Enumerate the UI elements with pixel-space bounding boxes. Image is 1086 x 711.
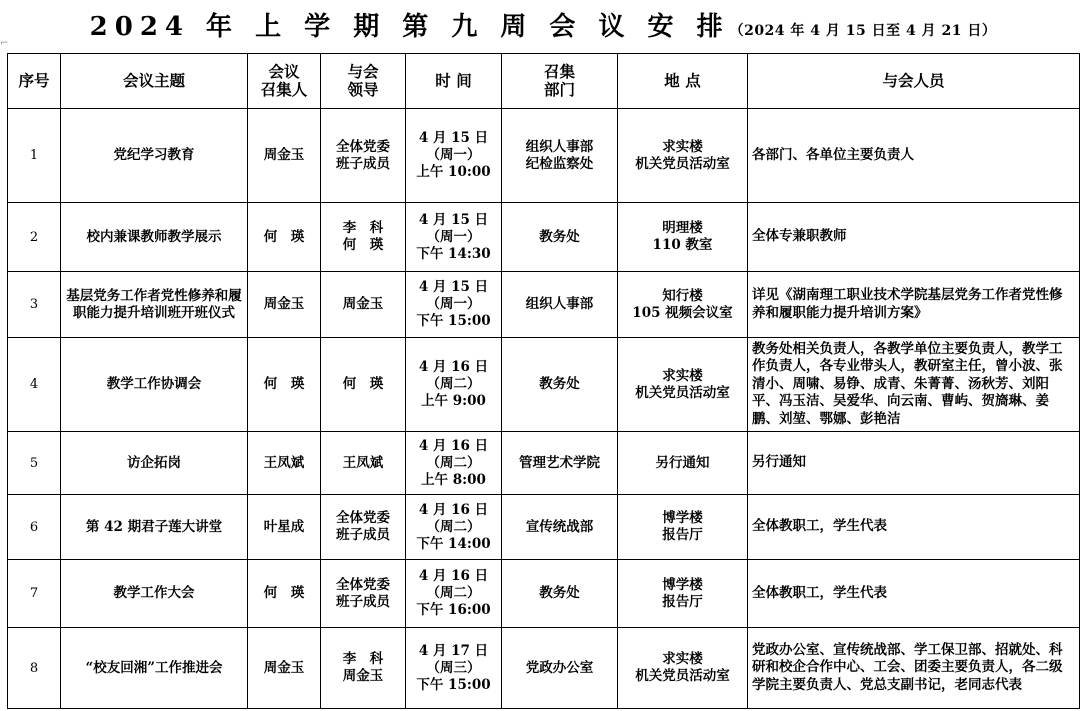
seq-cell: 7 [8, 560, 61, 628]
convener-cell: 王凤斌 [248, 432, 321, 495]
dept-cell: 组织人事部 [502, 272, 618, 338]
attendees-cell: 全体教职工，学生代表 [748, 495, 1080, 560]
topic-cell: 基层党务工作者党性修养和履职能力提升培训班开班仪式 [61, 272, 248, 338]
attendees-cell: 教务处相关负责人，各教学单位主要负责人，教学工作负责人，各专业带头人，教研室主任，曾小波、张清小、周啸、易铮、成青、朱菁菁、汤秋芳、刘阳平、冯玉洁、吴爱华、向云南、曹屿、贺旖琳、姜鹏、刘堃、鄂娜、彭艳洁 [748, 338, 1080, 432]
table-row [8, 495, 1080, 560]
leaders-cell: 全体党委 班子成员 [321, 109, 406, 203]
header-dept: 召集 部门 [502, 54, 618, 109]
title-main: 2024 年 上 学 期 第 九 周 会 议 安 排 [89, 12, 730, 42]
header-leaders: 与会 领导 [321, 54, 406, 109]
place-cell: 求实楼 机关党员活动室 [618, 338, 748, 432]
convener-cell: 叶星成 [248, 495, 321, 560]
convener-cell: 何 瑛 [248, 338, 321, 432]
place-cell: 求实楼 机关党员活动室 [618, 628, 748, 709]
leaders-cell: 李 科 何 瑛 [321, 203, 406, 272]
convener-cell: 周金玉 [248, 628, 321, 709]
seq-cell: 2 [8, 203, 61, 272]
header-attendees: 与会人员 [748, 54, 1080, 109]
topic-cell: 教学工作协调会 [61, 338, 248, 432]
attendees-cell: 党政办公室、宣传统战部、学工保卫部、招就处、科研和校企合作中心、工会、团委主要负责人，各二级学院主要负责人、党总支副书记，老同志代表 [748, 628, 1080, 709]
leaders-cell: 李 科 周金玉 [321, 628, 406, 709]
seq-cell: 5 [8, 432, 61, 495]
topic-cell: “校友回湘”工作推进会 [61, 628, 248, 709]
dept-cell: 教务处 [502, 203, 618, 272]
attendees-cell: 另行通知 [748, 432, 1080, 495]
time-cell: 4 月 17 日 （周三） 下午 15:00 [406, 628, 502, 709]
time-cell: 4 月 16 日 （周二） 上午 8:00 [406, 432, 502, 495]
dept-cell: 教务处 [502, 338, 618, 432]
table-row [8, 628, 1080, 709]
leaders-cell: 全体党委 班子成员 [321, 560, 406, 628]
table-row [8, 560, 1080, 628]
meeting-schedule-table [7, 53, 1080, 709]
dept-cell: 组织人事部 纪检监察处 [502, 109, 618, 203]
convener-cell: 周金玉 [248, 272, 321, 338]
header-place: 地 点 [618, 54, 748, 109]
topic-cell: 党纪学习教育 [61, 109, 248, 203]
page-title [0, 6, 1086, 43]
table-row [8, 109, 1080, 203]
topic-cell: 访企拓岗 [61, 432, 248, 495]
dept-cell: 教务处 [502, 560, 618, 628]
convener-cell: 何 瑛 [248, 560, 321, 628]
topic-cell: 教学工作大会 [61, 560, 248, 628]
seq-cell: 6 [8, 495, 61, 560]
place-cell: 另行通知 [618, 432, 748, 495]
table-row [8, 203, 1080, 272]
time-cell: 4 月 15 日 （周一） 下午 15:00 [406, 272, 502, 338]
convener-cell: 何 瑛 [248, 203, 321, 272]
seq-cell: 3 [8, 272, 61, 338]
table-row [8, 338, 1080, 432]
table-row [8, 432, 1080, 495]
attendees-cell: 详见《湖南理工职业技术学院基层党务工作者党性修养和履职能力提升培训方案》 [748, 272, 1080, 338]
dept-cell: 宣传统战部 [502, 495, 618, 560]
time-cell: 4 月 15 日 （周一） 上午 10:00 [406, 109, 502, 203]
place-cell: 知行楼 105 视频会议室 [618, 272, 748, 338]
leaders-cell: 王凤斌 [321, 432, 406, 495]
attendees-cell: 全体教职工，学生代表 [748, 560, 1080, 628]
time-cell: 4 月 16 日 （周二） 上午 9:00 [406, 338, 502, 432]
dept-cell: 管理艺术学院 [502, 432, 618, 495]
header-row [8, 54, 1080, 109]
time-cell: 4 月 15 日 （周一） 下午 14:30 [406, 203, 502, 272]
header-seq: 序号 [8, 54, 61, 109]
seq-cell: 1 [8, 109, 61, 203]
leaders-cell: 全体党委 班子成员 [321, 495, 406, 560]
dept-cell: 党政办公室 [502, 628, 618, 709]
header-topic: 会议主题 [61, 54, 248, 109]
header-convener: 会议 召集人 [248, 54, 321, 109]
table-row [8, 272, 1080, 338]
seq-cell: 8 [8, 628, 61, 709]
place-cell: 博学楼 报告厅 [618, 560, 748, 628]
place-cell: 明理楼 110 教室 [618, 203, 748, 272]
time-cell: 4 月 16 日 （周二） 下午 16:00 [406, 560, 502, 628]
convener-cell: 周金玉 [248, 109, 321, 203]
title-date-range: （2024 年 4 月 15 日至 4 月 21 日） [729, 23, 997, 39]
time-cell: 4 月 16 日 （周二） 下午 14:00 [406, 495, 502, 560]
page-edge-marker: ⌐ [0, 38, 9, 49]
topic-cell: 校内兼课教师教学展示 [61, 203, 248, 272]
attendees-cell: 各部门、各单位主要负责人 [748, 109, 1080, 203]
attendees-cell: 全体专兼职教师 [748, 203, 1080, 272]
place-cell: 求实楼 机关党员活动室 [618, 109, 748, 203]
seq-cell: 4 [8, 338, 61, 432]
leaders-cell: 周金玉 [321, 272, 406, 338]
place-cell: 博学楼 报告厅 [618, 495, 748, 560]
topic-cell: 第 42 期君子莲大讲堂 [61, 495, 248, 560]
header-time: 时 间 [406, 54, 502, 109]
leaders-cell: 何 瑛 [321, 338, 406, 432]
